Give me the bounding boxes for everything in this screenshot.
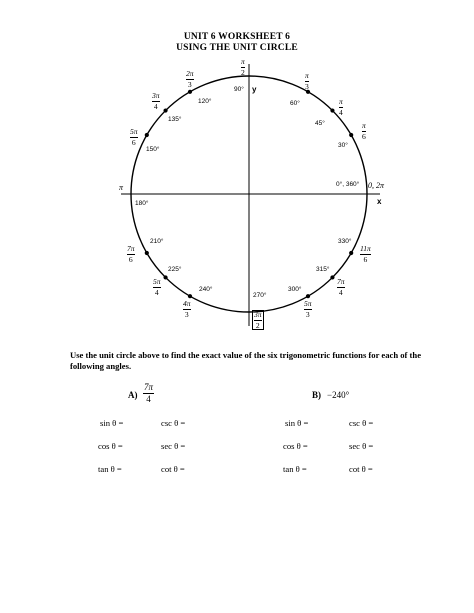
worksheet-subtitle: USING THE UNIT CIRCLE [176, 43, 298, 53]
radian-num-5: 2π [186, 69, 194, 78]
radian-label-14 [337, 278, 345, 296]
circle-point-13 [306, 294, 310, 298]
problem-a-angle-num: 7π [144, 382, 154, 392]
radian-label-13 [304, 300, 312, 318]
degree-label-4: 90° [234, 86, 244, 93]
circle-point-10 [163, 275, 167, 279]
radian-den-6: 4 [153, 101, 158, 111]
radian-den-2: 4 [339, 107, 343, 117]
degree-label-5: 120° [198, 98, 212, 105]
b-sec: sec θ = [349, 441, 374, 451]
degree-label-3: 60° [290, 100, 300, 107]
radian-den-14: 4 [338, 287, 343, 297]
radian-num-10: 5π [153, 277, 161, 286]
radian-label-0: 0, 2π [368, 181, 385, 190]
degree-label-15: 330° [338, 238, 352, 245]
radian-den-9: 6 [128, 254, 133, 264]
radian-den-12: 2 [255, 320, 260, 330]
b-cos: cos θ = [283, 441, 308, 451]
problem-b-angle: −240° [327, 390, 350, 400]
radian-den-4: 2 [241, 67, 245, 77]
degree-label-12: 270° [253, 292, 267, 299]
radian-num-2: π [339, 97, 343, 106]
circle-point-1 [349, 133, 353, 137]
radian-num-14: 7π [337, 277, 345, 286]
circle-point-9 [145, 251, 149, 255]
radian-den-15: 6 [363, 254, 368, 264]
circle-point-2 [330, 108, 334, 112]
problem-a-angle-den: 4 [146, 394, 151, 404]
radian-label-12 [252, 310, 264, 330]
radian-num-6: 3π [152, 91, 160, 100]
circle-point-5 [188, 90, 192, 94]
degree-label-6: 135° [168, 116, 182, 123]
radian-num-15: 11π [360, 244, 371, 253]
problem-b-label: B) [312, 390, 321, 400]
radian-num-12: 3π [254, 310, 262, 319]
degree-label-7: 150° [146, 146, 160, 153]
degree-label-10: 225° [168, 266, 182, 273]
y-axis-label: y [252, 85, 257, 94]
a-csc: csc θ = [161, 418, 186, 428]
radian-label-11 [183, 300, 191, 318]
degree-label-1: 30° [338, 142, 348, 149]
radian-den-1: 6 [362, 131, 366, 141]
instructions: Use the unit circle above to find the exact value of the six trigonometric functions for each of the following angles. [70, 350, 422, 371]
radian-label-1 [362, 122, 366, 140]
radian-den-11: 3 [184, 309, 189, 319]
radian-label-3 [305, 72, 309, 90]
circle-point-11 [188, 294, 192, 298]
b-sin: sin θ = [285, 418, 309, 428]
b-cot: cot θ = [349, 464, 373, 474]
radian-num-4: π [241, 57, 245, 66]
radian-num-7: 5π [130, 127, 138, 136]
radian-den-3: 3 [305, 81, 309, 91]
x-axis-label: x [377, 197, 382, 206]
b-csc: csc θ = [349, 418, 374, 428]
radian-label-7 [130, 128, 138, 146]
worksheet-title: UNIT 6 WORKSHEET 6 [183, 32, 291, 42]
degree-label-2: 45° [315, 120, 325, 127]
radian-den-7: 6 [131, 137, 136, 147]
a-cot: cot θ = [161, 464, 185, 474]
radian-den-10: 4 [154, 287, 159, 297]
radian-num-3: π [305, 71, 309, 80]
circle-point-7 [145, 133, 149, 137]
radian-den-13: 3 [305, 309, 310, 319]
problem-a-label: A) [128, 390, 138, 400]
radian-label-4 [241, 58, 245, 76]
radian-num-13: 5π [304, 299, 312, 308]
radian-num-1: π [362, 121, 366, 130]
radian-label-2 [339, 98, 343, 116]
a-tan: tan θ = [98, 464, 122, 474]
radian-label-15 [360, 245, 371, 263]
radian-num-11: 4π [183, 299, 191, 308]
radian-den-5: 3 [187, 79, 192, 89]
degree-label-13: 300° [288, 286, 302, 293]
radian-label-8: π [119, 183, 124, 192]
radian-label-5 [186, 70, 194, 88]
degree-label-9: 210° [150, 238, 164, 245]
radian-label-9 [127, 245, 135, 263]
radian-num-9: 7π [127, 244, 135, 253]
degree-label-14: 315° [316, 266, 330, 273]
circle-point-15 [349, 251, 353, 255]
circle-point-6 [163, 108, 167, 112]
radian-label-10 [153, 278, 161, 296]
degree-label-11: 240° [199, 286, 213, 293]
problem-a-angle [143, 383, 154, 404]
degree-label-0: 0°, 360° [336, 181, 360, 188]
a-sec: sec θ = [161, 441, 186, 451]
a-cos: cos θ = [98, 441, 123, 451]
radian-label-6 [152, 92, 160, 110]
circle-point-14 [330, 275, 334, 279]
b-tan: tan θ = [283, 464, 307, 474]
degree-label-8: 180° [135, 200, 149, 207]
a-sin: sin θ = [100, 418, 124, 428]
